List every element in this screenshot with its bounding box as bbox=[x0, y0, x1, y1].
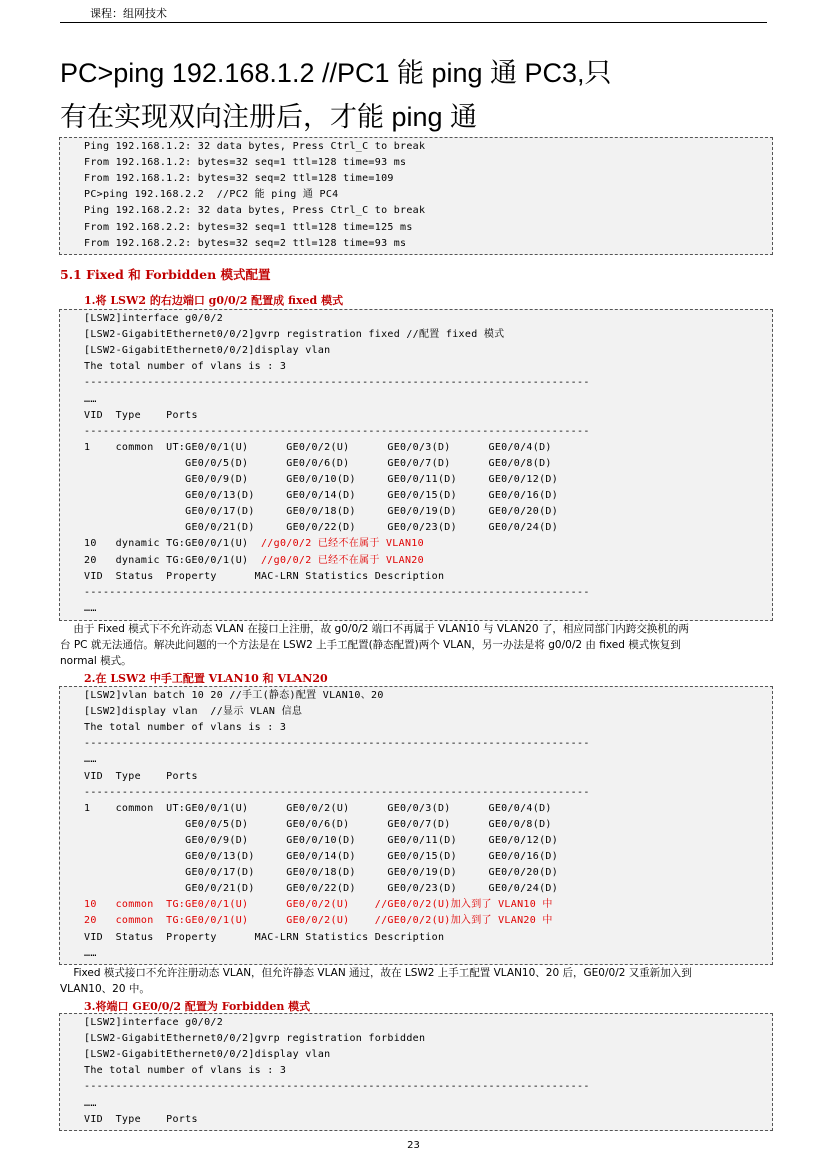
code-line bbox=[84, 506, 558, 518]
code-text: GE0/0/5(D) GE0/0/6(D) GE0/0/7(D) GE0/0/8(D) bbox=[84, 818, 552, 830]
code-comment-red: 20 common TG:GE0/0/1(U) GE0/0/2(U) //GE0/0/2(U)加入到了 VLAN20 中 bbox=[84, 915, 553, 927]
paragraph-line: 台 PC 就无法通信。解决此问题的一个方法是在 LSW2 上手工配置(静态配置)两个 VLAN，另一办法是将 g0/0/2 由 fixed 模式恢复到 bbox=[60, 639, 681, 651]
code-text: 1 common UT:GE0/0/1(U) GE0/0/2(U) GE0/0/3(D) GE0/0/4(D) bbox=[84, 441, 552, 453]
page-header bbox=[60, 0, 767, 23]
code-text: [LSW2]display vlan //显示 VLAN 信息 bbox=[84, 706, 303, 718]
paragraph-fixed-explanation bbox=[60, 621, 770, 669]
code-line bbox=[84, 722, 286, 734]
code-text: The total number of vlans is : 3 bbox=[84, 1065, 287, 1077]
code-line bbox=[84, 490, 558, 502]
code-line bbox=[84, 1049, 331, 1061]
code-line bbox=[84, 361, 286, 373]
code-line bbox=[84, 899, 553, 911]
code-line bbox=[84, 803, 552, 815]
code-text: …… bbox=[84, 754, 97, 766]
code-line bbox=[84, 329, 504, 341]
code-line bbox=[84, 706, 302, 718]
code-line bbox=[84, 1098, 97, 1110]
code-text: [LSW2]vlan batch 10 20 //手工(静态)配置 VLAN10、20 bbox=[84, 690, 384, 701]
code-text: VID Type Ports bbox=[84, 770, 198, 782]
code-text: -------------------------------------------------------------------------------- bbox=[84, 586, 590, 598]
code-block-forbidden bbox=[59, 1013, 773, 1131]
code-line: PC>ping 192.168.2.2 //PC2 能 ping 通 PC4 bbox=[84, 189, 339, 201]
page-number: 23 bbox=[407, 1140, 420, 1151]
code-line bbox=[84, 932, 444, 944]
code-text: [LSW2]interface g0/0/2 bbox=[84, 313, 224, 324]
code-comment-red: //g0/0/2 已经不在属于 VLAN20 bbox=[260, 554, 424, 566]
code-line bbox=[84, 410, 198, 422]
code-line bbox=[84, 1065, 286, 1077]
step-1-title: 1.将 LSW2 的右边端口 g0/0/2 配置成 fixed 模式 bbox=[84, 294, 344, 307]
code-line bbox=[84, 1017, 223, 1029]
code-line bbox=[84, 915, 553, 927]
code-line bbox=[84, 754, 97, 766]
paragraph-line: Fixed 模式接口不允许注册动态 VLAN，但允许静态 VLAN 通过，故在 LSW2 上手工配置 VLAN10、20 后，GE0/0/2 又重新加入到 bbox=[60, 967, 692, 979]
code-line: From 192.168.1.2: bytes=32 seq=2 ttl=128 time=109 bbox=[84, 173, 394, 185]
code-text: …… bbox=[84, 1097, 97, 1109]
code-text: GE0/0/21(D) GE0/0/22(D) GE0/0/23(D) GE0/0/24(D) bbox=[84, 883, 559, 895]
code-line: From 192.168.1.2: bytes=32 seq=1 ttl=128 time=93 ms bbox=[84, 157, 407, 169]
code-text: GE0/0/9(D) GE0/0/10(D) GE0/0/11(D) GE0/0/12(D) bbox=[84, 474, 559, 485]
paragraph-line: 由于 Fixed 模式下不允许动态 VLAN 在接口上注册，故 g0/0/2 端口不再属于 VLAN10 与 VLAN20 了，相应同部门内跨交换机的两 bbox=[60, 623, 689, 635]
code-line bbox=[84, 835, 558, 847]
code-line bbox=[84, 690, 384, 702]
code-comment-red: 10 common TG:GE0/0/1(U) GE0/0/2(U) //GE0/0/2(U)加入到了 VLAN10 中 bbox=[84, 899, 553, 911]
code-line bbox=[84, 458, 552, 470]
code-line bbox=[84, 394, 97, 406]
code-line bbox=[84, 851, 558, 863]
heading-line-2: 有在实现双向注册后，才能 ping 通 bbox=[60, 102, 478, 132]
code-line bbox=[84, 538, 424, 550]
paragraph-line: VLAN10、20 中。 bbox=[60, 983, 150, 995]
code-line bbox=[84, 522, 558, 534]
code-text: VID Type Ports bbox=[84, 1113, 198, 1125]
code-text: [LSW2-GigabitEthernet0/0/2]gvrp registration forbidden bbox=[84, 1033, 426, 1045]
code-text: 20 dynamic TG:GE0/0/1(U) bbox=[84, 554, 261, 566]
code-text: GE0/0/17(D) GE0/0/18(D) GE0/0/19(D) GE0/0/20(D) bbox=[84, 867, 559, 879]
code-text: GE0/0/21(D) GE0/0/22(D) GE0/0/23(D) GE0/0/24(D) bbox=[84, 522, 559, 534]
code-text: -------------------------------------------------------------------------------- bbox=[84, 738, 590, 750]
code-line bbox=[84, 426, 590, 438]
code-line bbox=[84, 571, 444, 583]
code-text: GE0/0/9(D) GE0/0/10(D) GE0/0/11(D) GE0/0/12(D) bbox=[84, 834, 559, 846]
code-text: [LSW2-GigabitEthernet0/0/2]display vlan bbox=[84, 345, 331, 357]
code-text: -------------------------------------------------------------------------------- bbox=[84, 786, 590, 798]
code-line: From 192.168.2.2: bytes=32 seq=2 ttl=128 time=93 ms bbox=[84, 237, 407, 249]
code-text: -------------------------------------------------------------------------------- bbox=[84, 377, 590, 389]
course-title: 课程：组网技术 bbox=[90, 7, 167, 20]
code-line bbox=[84, 377, 590, 389]
code-line bbox=[84, 948, 97, 960]
code-block-fixed bbox=[59, 309, 773, 621]
code-text: …… bbox=[84, 602, 97, 614]
code-block-static-vlan bbox=[59, 686, 773, 965]
code-line bbox=[84, 1081, 590, 1093]
paragraph-static-explanation bbox=[60, 965, 770, 997]
code-line bbox=[84, 474, 558, 486]
code-line: From 192.168.2.2: bytes=32 seq=1 ttl=128 time=125 ms bbox=[84, 221, 413, 233]
section-title: 5.1 Fixed 和 Forbidden 模式配置 bbox=[60, 267, 271, 282]
code-text: …… bbox=[84, 393, 97, 405]
code-line bbox=[84, 555, 424, 567]
code-text: GE0/0/5(D) GE0/0/6(D) GE0/0/7(D) GE0/0/8(D) bbox=[84, 457, 552, 469]
code-line: Ping 192.168.1.2: 32 data bytes, Press Ctrl_C to break bbox=[84, 141, 426, 152]
code-line bbox=[84, 819, 552, 831]
code-text: [LSW2-GigabitEthernet0/0/2]display vlan bbox=[84, 1049, 331, 1061]
code-text: …… bbox=[84, 947, 97, 959]
code-line bbox=[84, 771, 198, 783]
code-line bbox=[84, 883, 558, 895]
code-text: GE0/0/17(D) GE0/0/18(D) GE0/0/19(D) GE0/0/20(D) bbox=[84, 506, 559, 518]
code-text: GE0/0/13(D) GE0/0/14(D) GE0/0/15(D) GE0/0/16(D) bbox=[84, 490, 559, 502]
code-line bbox=[84, 787, 590, 799]
code-text: VID Status Property MAC-LRN Statistics Description bbox=[84, 570, 445, 582]
code-line bbox=[84, 1114, 198, 1126]
code-line bbox=[84, 587, 590, 599]
code-comment-red: //g0/0/2 已经不在属于 VLAN10 bbox=[260, 538, 424, 550]
code-text: VID Status Property MAC-LRN Statistics Description bbox=[84, 931, 445, 943]
code-line bbox=[84, 442, 552, 454]
code-text: -------------------------------------------------------------------------------- bbox=[84, 425, 590, 437]
code-block-ping bbox=[59, 137, 773, 255]
code-text: The total number of vlans is : 3 bbox=[84, 361, 287, 373]
paragraph-line: normal 模式。 bbox=[60, 655, 132, 667]
code-line bbox=[84, 1033, 425, 1045]
code-line bbox=[84, 738, 590, 750]
code-text: The total number of vlans is : 3 bbox=[84, 722, 287, 734]
code-line bbox=[84, 603, 97, 615]
heading-line-1: PC>ping 192.168.1.2 //PC1 能 ping 通 PC3,只 bbox=[60, 58, 612, 88]
step-2-title: 2.在 LSW2 中手工配置 VLAN10 和 VLAN20 bbox=[84, 672, 328, 685]
code-text: [LSW2]interface g0/0/2 bbox=[84, 1017, 224, 1028]
code-text: GE0/0/13(D) GE0/0/14(D) GE0/0/15(D) GE0/0/16(D) bbox=[84, 851, 559, 862]
step-3-title: 3.将端口 GE0/0/2 配置为 Forbidden 模式 bbox=[84, 1000, 311, 1013]
code-text: VID Type Ports bbox=[84, 409, 198, 421]
code-text: [LSW2-GigabitEthernet0/0/2]gvrp registration fixed //配置 fixed 模式 bbox=[84, 329, 505, 341]
code-line bbox=[84, 345, 331, 357]
code-line: Ping 192.168.2.2: 32 data bytes, Press Ctrl_C to break bbox=[84, 205, 426, 217]
code-line bbox=[84, 867, 558, 879]
code-line bbox=[84, 313, 223, 325]
code-text: 1 common UT:GE0/0/1(U) GE0/0/2(U) GE0/0/3(D) GE0/0/4(D) bbox=[84, 802, 552, 814]
code-text: -------------------------------------------------------------------------------- bbox=[84, 1081, 590, 1093]
code-text: 10 dynamic TG:GE0/0/1(U) bbox=[84, 538, 261, 550]
